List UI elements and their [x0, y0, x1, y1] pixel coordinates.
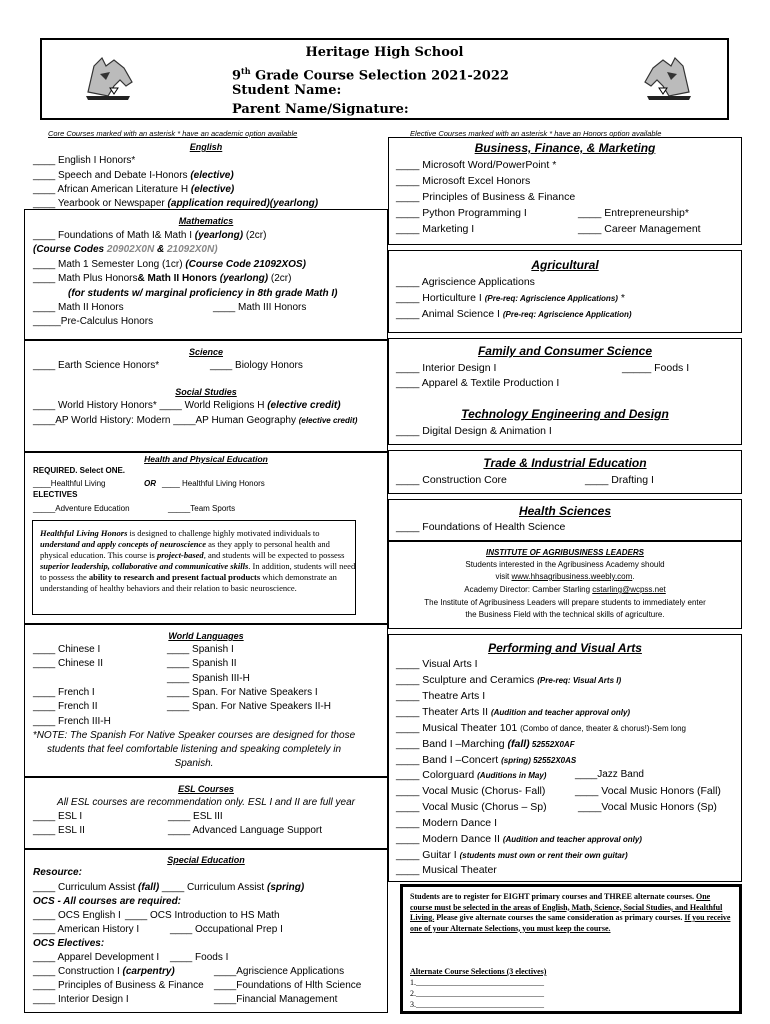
instructions-text: Students are to register for EIGHT primary courses and THREE alternate courses. One course must be selected in the areas of English, Math, Science, Social Studies, and Healthful Living. Please give alternate courses the same consideration as primary courses. If you receive one of your Alternate Selections, you must keep the course.: [410, 892, 731, 933]
math-course-1[interactable]: ____ Foundations of Math I& Math I (yearlong) (2cr): [33, 230, 267, 241]
trade-course-2[interactable]: ____ Drafting I: [585, 474, 654, 486]
social-studies-title: Social Studies: [175, 387, 237, 397]
fcs-course-2[interactable]: _____ Foods I: [622, 362, 690, 374]
pe-required-label: REQUIRED. Select ONE.: [33, 466, 126, 475]
arts-course-15[interactable]: ____ Modern Dance II (Audition and teacher approval only): [396, 833, 642, 845]
alternate-selection-3[interactable]: 3.________________________________: [410, 1000, 544, 1009]
esl-title: ESL Courses: [178, 784, 234, 794]
health-course-1[interactable]: ____ Foundations of Health Science: [396, 521, 566, 533]
sped-course-6[interactable]: ____ Apparel Development I: [33, 952, 160, 963]
language-course[interactable]: ____ French I: [33, 686, 95, 698]
sped-course-9[interactable]: ____Agriscience Applications: [214, 966, 345, 977]
math-course-6[interactable]: _____Pre-Calculus Honors: [33, 316, 154, 327]
social-course-1[interactable]: ____ World History Honors* ____ World Religions H (elective credit): [33, 400, 341, 411]
pe-elective-1[interactable]: _____Adventure Education: [33, 504, 130, 513]
desc-segment: Healthful Living Honors: [40, 528, 128, 538]
esl-course-3[interactable]: ____ ESL III: [168, 811, 223, 822]
trade-title: Trade & Industrial Education: [483, 456, 647, 470]
sped-course-1[interactable]: ____ Curriculum Assist (fall) ____ Curriculum Assist (spring): [33, 882, 305, 893]
math-title: Mathematics: [178, 216, 234, 226]
business-course-2[interactable]: ____ Microsoft Excel Honors: [396, 175, 531, 187]
elective-courses-note: Elective Courses marked with an asterisk * have an Honors option available: [410, 129, 662, 138]
ag-course-2[interactable]: ____ Horticulture I (Pre-req: Agriscience Applications) *: [396, 292, 625, 304]
language-course[interactable]: ____ Chinese II: [33, 658, 104, 670]
esl-note: All ESL courses are recommendation only. ESL I and II are full year: [57, 797, 355, 808]
business-title: Business, Finance, & Marketing: [474, 141, 656, 155]
arts-course-11[interactable]: ____ Vocal Music Honors (Fall): [575, 785, 721, 797]
sped-course-5[interactable]: ____ Occupational Prep I: [170, 924, 283, 935]
arts-course-5[interactable]: ____ Musical Theater 101 (Combo of dance, theater & chorus!)-Sem long: [396, 722, 686, 734]
iabl-line-4: The Institute of Agribusiness Leaders will prepare students to immediately enter: [424, 598, 706, 607]
pe-elective-2[interactable]: _____Team Sports: [168, 504, 236, 513]
business-course-5[interactable]: ____ Entrepreneurship*: [578, 207, 689, 219]
sped-course-10[interactable]: ____ Principles of Business & Finance: [33, 980, 204, 991]
sped-course-11[interactable]: ____Foundations of Hlth Science: [214, 980, 362, 991]
form-title: 9th Grade Course Selection 2021-2022: [232, 66, 509, 84]
esl-course-4[interactable]: ____ Advanced Language Support: [168, 825, 323, 836]
pe-option-2[interactable]: ____ Healthful Living Honors: [162, 479, 265, 488]
arts-course-9[interactable]: ____Jazz Band: [575, 769, 644, 780]
iabl-line-2: visit www.hhsagribusiness.weebly.com.: [495, 572, 635, 581]
arts-title: Performing and Visual Arts: [488, 641, 642, 655]
health-pe-title: Health and Physical Education: [144, 454, 268, 464]
language-course[interactable]: ____ Spanish II: [167, 658, 237, 670]
iabl-line-3: Academy Director: Camber Starling cstarling@wcpss.net: [464, 585, 666, 594]
trade-course-1[interactable]: ____ Construction Core: [396, 474, 507, 486]
arts-course-3[interactable]: ____ Theatre Arts I: [396, 690, 486, 702]
esl-course-1[interactable]: ____ ESL I: [33, 811, 83, 822]
sped-course-3[interactable]: ____ OCS Introduction to HS Math: [125, 910, 280, 921]
ocs-electives-label: OCS Electives:: [33, 938, 105, 949]
desc-segment: ability to research and present factual products: [88, 572, 261, 582]
science-title: Science: [188, 347, 224, 357]
agricultural-title: Agricultural: [531, 258, 599, 272]
arts-course-16[interactable]: ____ Guitar I (students must own or rent their own guitar): [396, 849, 628, 861]
language-course[interactable]: ____ Span. For Native Speakers II-H: [167, 701, 331, 713]
sped-resource-label: Resource:: [33, 867, 82, 878]
desc-segment: is designed to challenge highly motivated individuals to: [127, 528, 320, 538]
math-course-2[interactable]: ____ Math 1 Semester Long (1cr) (Course Code 21092XOS): [33, 259, 306, 270]
english-title: English: [189, 142, 223, 152]
school-name: Heritage High School: [305, 45, 464, 60]
arts-course-6[interactable]: ____ Band I –Marching (fall) 52552X0AF: [396, 738, 575, 750]
science-course-1[interactable]: ____ Earth Science Honors*: [33, 360, 160, 371]
alternate-selection-1[interactable]: 1.________________________________: [410, 978, 544, 987]
ag-course-1[interactable]: ____ Agriscience Applications: [396, 276, 535, 288]
business-course-4[interactable]: ____ Python Programming I: [396, 207, 527, 219]
english-course-4[interactable]: ____ Yearbook or Newspaper (application required)(yearlong): [33, 198, 319, 209]
sped-course-13[interactable]: ____Financial Management: [214, 994, 338, 1005]
english-course-2[interactable]: ____ Speech and Debate I-Honors (elective): [33, 170, 234, 181]
alternate-selections-title: Alternate Course Selections (3 electives): [410, 967, 547, 976]
iabl-email-link[interactable]: cstarling@wcpss.net: [592, 585, 666, 594]
languages-note-1: *NOTE: The Spanish For Native Speaker courses are designed for those: [32, 730, 356, 741]
parent-signature-label: Parent Name/Signature:: [232, 102, 409, 117]
math-proficiency-note: (for students w/ marginal proficiency in 8th grade Math I): [68, 288, 338, 299]
desc-segment: , and students will be expected to possess: [203, 550, 345, 560]
desc-segment: project-based: [156, 550, 204, 560]
tech-title: Technology Engineering and Design: [461, 407, 669, 421]
business-course-6[interactable]: ____ Marketing I: [396, 223, 475, 235]
arts-course-13[interactable]: ____Vocal Music Honors (Sp): [578, 801, 717, 813]
sped-course-8[interactable]: ____ Construction I (carpentry): [33, 966, 175, 977]
language-course[interactable]: ____ Span. For Native Speakers I: [167, 686, 318, 698]
desc-segment: as they apply to personal health and physical education. This course is: [40, 539, 330, 560]
math-course-3[interactable]: ____ Math Plus Honors& Math II Honors (yearlong) (2cr): [33, 273, 292, 284]
tech-course-1[interactable]: ____ Digital Design & Animation I: [396, 425, 552, 437]
desc-segment: . In addition, students will need to possess the: [40, 561, 356, 582]
arts-course-8[interactable]: ____ Colorguard (Auditions in May): [396, 769, 547, 781]
desc-segment: understand and apply concepts of neuroscience: [40, 539, 206, 549]
language-course[interactable]: ____ Chinese I: [33, 644, 101, 655]
math-course-4[interactable]: ____ Math II Honors: [33, 302, 124, 313]
ag-course-3[interactable]: ____ Animal Science I (Pre-req: Agriscience Application): [396, 308, 632, 320]
social-course-2[interactable]: ____AP World History: Modern ____AP Human Geography (elective credit): [33, 415, 358, 426]
desc-segment: superior leadership, collaborative and communicative skills: [40, 561, 249, 571]
arts-course-10[interactable]: ____ Vocal Music (Chorus- Fall): [396, 785, 546, 797]
sped-course-4[interactable]: ____ American History I: [33, 924, 140, 935]
business-course-7[interactable]: ____ Career Management: [578, 223, 701, 235]
language-course[interactable]: ____ Spanish I: [167, 644, 234, 655]
iabl-website-link[interactable]: www.hhsagribusiness.weebly.com: [511, 572, 633, 581]
student-name-label: Student Name:: [232, 83, 342, 98]
arts-course-1[interactable]: ____ Visual Arts I: [396, 658, 478, 670]
sped-course-2[interactable]: ____ OCS English I: [33, 910, 121, 921]
science-course-2[interactable]: ____ Biology Honors: [210, 360, 303, 371]
sped-course-7[interactable]: ____ Foods I: [170, 952, 229, 963]
arts-course-2[interactable]: ____ Sculpture and Ceramics (Pre-req: Visual Arts I): [396, 674, 622, 686]
pe-electives-label: ELECTIVES: [33, 490, 78, 499]
esl-course-2[interactable]: ____ ESL II: [33, 825, 85, 836]
sped-course-12[interactable]: ____ Interior Design I: [33, 994, 129, 1005]
desc-segment: which demonstrate an understanding of healthy behaviors and their relation to basic neuroscience.: [40, 572, 337, 593]
arts-course-14[interactable]: ____ Modern Dance I: [396, 817, 497, 829]
iabl-line-1: Students interested in the Agribusiness Academy should: [465, 560, 665, 569]
iabl-title: INSTITUTE OF AGRIBUSINESS LEADERS: [486, 548, 644, 557]
business-course-1[interactable]: ____ Microsoft Word/PowerPoint *: [396, 159, 557, 171]
business-course-3[interactable]: ____ Principles of Business & Finance: [396, 191, 576, 203]
languages-note-3: Spanish.: [174, 758, 214, 769]
arts-course-7[interactable]: ____ Band I –Concert (spring) 52552X0AS: [396, 754, 577, 766]
arts-course-12[interactable]: ____ Vocal Music (Chorus – Sp): [396, 801, 547, 813]
language-course[interactable]: ____ French III-H: [33, 715, 111, 727]
english-course-1[interactable]: ____ English I Honors*: [33, 155, 136, 166]
core-courses-note: Core Courses marked with an asterisk * have an academic option available: [48, 129, 298, 138]
healthful-honors-description: [40, 528, 356, 594]
language-course[interactable]: ____ French II: [33, 701, 98, 713]
arts-course-17[interactable]: ____ Musical Theater: [396, 864, 497, 876]
pe-option-1[interactable]: ____Healthful Living: [33, 479, 106, 488]
special-education-title: Special Education: [167, 855, 245, 865]
ocs-required-label: OCS - All courses are required:: [33, 896, 182, 907]
header-box: [40, 38, 729, 120]
fcs-title: Family and Consumer Science: [477, 344, 653, 358]
languages-note-2: students that feel comfortable listening and speaking completely in: [46, 744, 342, 755]
math-course-5[interactable]: ____ Math III Honors: [213, 302, 307, 313]
fcs-course-1[interactable]: ____ Interior Design I: [396, 362, 497, 374]
math-course-codes: (Course Codes 20902X0N & 21092X0N): [33, 244, 218, 255]
english-course-3[interactable]: ____ African American Literature H (elective): [33, 184, 235, 195]
world-languages-title: World Languages: [168, 631, 244, 641]
iabl-line-5: the Business Field with the technical skills of agriculture.: [465, 610, 665, 619]
language-course[interactable]: ____ Spanish III-H: [167, 672, 250, 684]
arts-course-4[interactable]: ____ Theater Arts II (Audition and teacher approval only): [396, 706, 631, 718]
pe-or-label: OR: [144, 479, 156, 488]
health-sciences-title: Health Sciences: [518, 504, 612, 518]
fcs-course-3[interactable]: ____ Apparel & Textile Production I: [396, 377, 560, 389]
alternate-selection-2[interactable]: 2.________________________________: [410, 989, 544, 998]
